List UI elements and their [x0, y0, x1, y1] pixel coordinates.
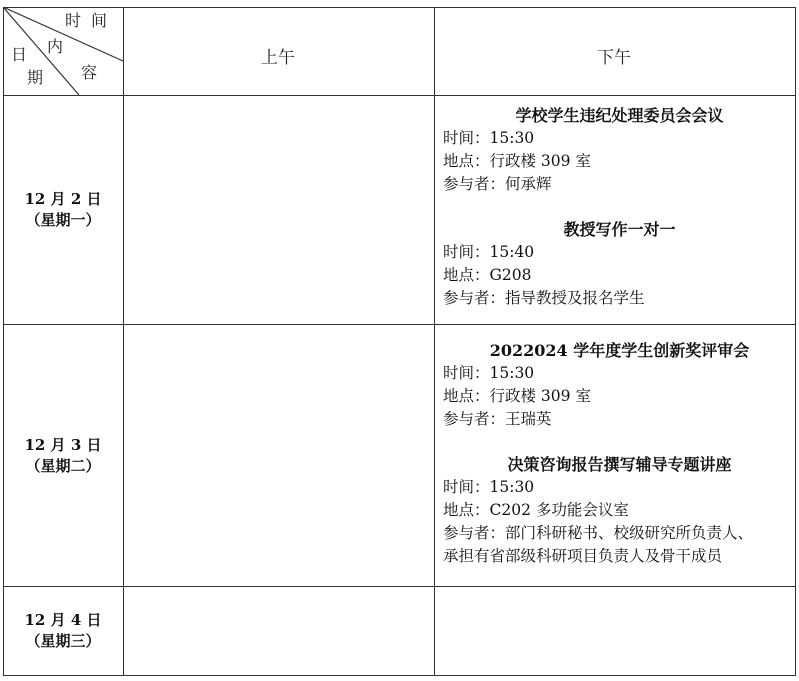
date-label: 12 月 4 日	[24, 611, 102, 629]
event-title: 决策咨询报告撰写辅导专题讲座	[507, 455, 732, 474]
event-time: 时间：15:40	[443, 243, 535, 261]
event-item	[443, 453, 796, 568]
event-item	[443, 218, 796, 310]
event-location: 地点：行政楼 309 室	[443, 387, 591, 405]
weekday-label: （星期二）	[25, 456, 101, 475]
corner-label-content-1: 内	[47, 37, 64, 56]
weekday-label: （星期三）	[25, 632, 101, 650]
event-participants: 参与者：王瑞英	[443, 410, 552, 428]
event-location: 地点：G208	[443, 266, 532, 284]
date-cell-row-2	[3, 325, 123, 586]
schedule-table	[3, 7, 796, 676]
afternoon-cell-row-2	[435, 339, 796, 568]
date-cell-row-3	[3, 587, 123, 675]
event-time: 时间：15:30	[443, 129, 535, 147]
corner-label-time-1: 时	[65, 11, 82, 30]
event-title: 教授写作一对一	[563, 220, 676, 239]
event-time: 时间：15:30	[443, 364, 535, 382]
table-border-bottom	[3, 675, 796, 676]
event-participants: 参与者：部门科研秘书、校级研究所负责人、	[443, 524, 754, 542]
event-participants: 参与者：何承辉	[443, 175, 552, 193]
date-cell-row-1	[3, 96, 123, 324]
col-divider-date	[123, 7, 124, 676]
corner-label-time-2: 间	[91, 11, 108, 30]
date-label: 12 月 2 日	[24, 190, 102, 208]
event-participants: 参与者：指导教授及报名学生	[443, 289, 645, 307]
event-title: 2022024 学年度学生创新奖评审会	[489, 341, 750, 360]
event-title: 学校学生违纪处理委员会会议	[515, 106, 724, 125]
event-participants-continued: 承担有省部级科研项目负责人及骨干成员	[443, 547, 723, 565]
date-label: 12 月 3 日	[24, 435, 102, 454]
event-item	[443, 104, 796, 196]
header-morning: 上午	[261, 48, 295, 68]
corner-label-content-2: 容	[81, 63, 98, 82]
weekday-label: （星期一）	[25, 211, 101, 229]
event-item	[443, 339, 796, 431]
header-afternoon: 下午	[597, 48, 631, 68]
event-location: 地点：行政楼 309 室	[443, 152, 591, 170]
event-location: 地点：C202 多功能会议室	[443, 501, 629, 519]
afternoon-cell-row-1	[435, 104, 796, 310]
corner-label-date-1: 日	[11, 45, 28, 64]
event-time: 时间：15:30	[443, 478, 535, 496]
corner-label-date-2: 期	[27, 68, 44, 87]
